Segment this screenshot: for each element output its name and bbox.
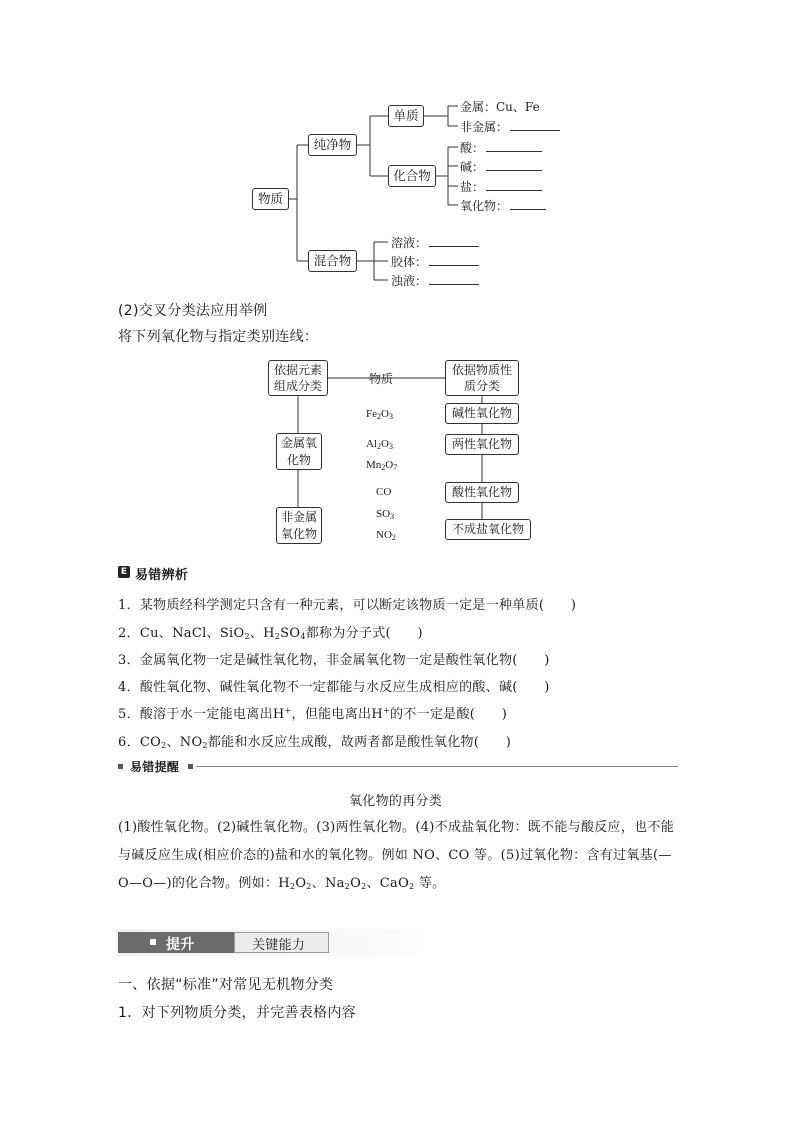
basic-oxide-box: 碱性氧化物	[445, 403, 519, 424]
part-heading: 一、依据“标准”对常见无机物分类	[118, 977, 334, 993]
node-compound: 化合物	[388, 165, 436, 187]
error-section-title: 易错辨析	[135, 568, 189, 583]
instruction: 将下列氧化物与指定类别连线：	[118, 329, 319, 345]
nonmetal-oxide-box	[276, 507, 322, 544]
substance-so3: $SO_3$	[376, 508, 395, 521]
left-header-text: 依据元素组成分类	[273, 362, 322, 393]
leaf-solution-text: 溶液：	[391, 236, 428, 250]
substance-al2o3: $Al_2O_3$	[366, 438, 393, 451]
banner-bullet	[150, 939, 156, 945]
error-item-5: 5．酸溶于水一定能电离出H+，但能电离出H+的不一定是酸( )	[118, 706, 508, 722]
substance-mn2o7: $Mn_2O_7$	[366, 459, 398, 472]
error-item-4: 4．酸性氧化物、碱性氧化物不一定都能与水反应生成相应的酸、碱( )	[118, 680, 550, 695]
leaf-oxide-text: 氧化物：	[460, 199, 509, 213]
non-salt-forming-oxide-box: 不成盐氧化物	[445, 519, 531, 540]
leaf-colloid-text: 胶体：	[391, 255, 428, 269]
reminder-title: 易错提醒	[130, 760, 180, 774]
metal-oxide-box	[276, 433, 322, 470]
node-mixture: 混合物	[308, 250, 357, 272]
node-element: 单质	[388, 105, 424, 127]
substance-co: CO	[376, 486, 392, 498]
node-pure-substance: 纯净物	[308, 134, 357, 156]
nonmetal-oxide-text: 非金属氧化物	[281, 510, 318, 541]
middle-header: 物质	[369, 372, 394, 386]
error-item-1: 1．某物质经科学测定只含有一种元素，可以断定该物质一定是一种单质( )	[118, 598, 577, 613]
leaf-base-text: 碱：	[460, 160, 485, 174]
amphoteric-oxide-box: 两性氧化物	[445, 434, 519, 455]
banner-label-dark: 提升	[166, 937, 195, 953]
reminder-bullet-right	[188, 764, 193, 769]
right-header-box	[445, 360, 519, 396]
section-heading: (2)交叉分类法应用举例	[118, 303, 268, 319]
reminder-bullet-left	[118, 764, 123, 769]
leaf-nonmetal-text: 非金属：	[460, 120, 509, 134]
acidic-oxide-box: 酸性氧化物	[445, 482, 519, 503]
cross-classification-lines	[0, 0, 794, 560]
reminder-body: (1)酸性氧化物。(2)碱性氧化物。(3)两性氧化物。(4)不成盐氧化物：既不能与酸反应，也不能与碱反应生成(相应价态的)盐和水的氧化物。例如 NO、CO 等。(5)过氧化物：含有过氧基(—O—O—)的化合物。例如：$H_2O_2$、$Na_2O_2$、CaO$_2$ 等。	[118, 820, 675, 891]
substance-fe2o3: $Fe_2O_3$	[366, 408, 393, 421]
error-item-2: 2．Cu、NaCl、SiO$_2$、$H_2SO_4$都称为分子式( )	[118, 626, 423, 641]
leaf-acid-text: 酸：	[460, 141, 485, 155]
error-item-6: 6．$CO_2$、$NO_2$都能和水反应生成酸，故两者都是酸性氧化物( )	[118, 735, 512, 750]
banner-label-light: 关键能力	[252, 938, 306, 953]
leaf-metal-text: 金属：Cu、Fe	[460, 100, 540, 114]
error-item-3: 3．金属氧化物一定是碱性氧化物，非金属氧化物一定是酸性氧化物( )	[118, 653, 550, 668]
error-section-icon: E	[118, 566, 130, 578]
left-header-box	[268, 360, 328, 396]
substance-no2: $NO_2$	[376, 529, 396, 542]
reminder-rule	[196, 766, 678, 767]
right-header-text: 依据物质性质分类	[451, 362, 512, 393]
node-substance: 物质	[252, 188, 289, 210]
part-item-1: 1．对下列物质分类，并完善表格内容	[118, 1005, 357, 1021]
leaf-suspension-text: 浊液：	[391, 274, 428, 288]
reminder-subtitle: 氧化物的再分类	[349, 794, 443, 809]
leaf-salt-text: 盐：	[460, 180, 485, 194]
metal-oxide-text: 金属氧化物	[281, 436, 318, 467]
